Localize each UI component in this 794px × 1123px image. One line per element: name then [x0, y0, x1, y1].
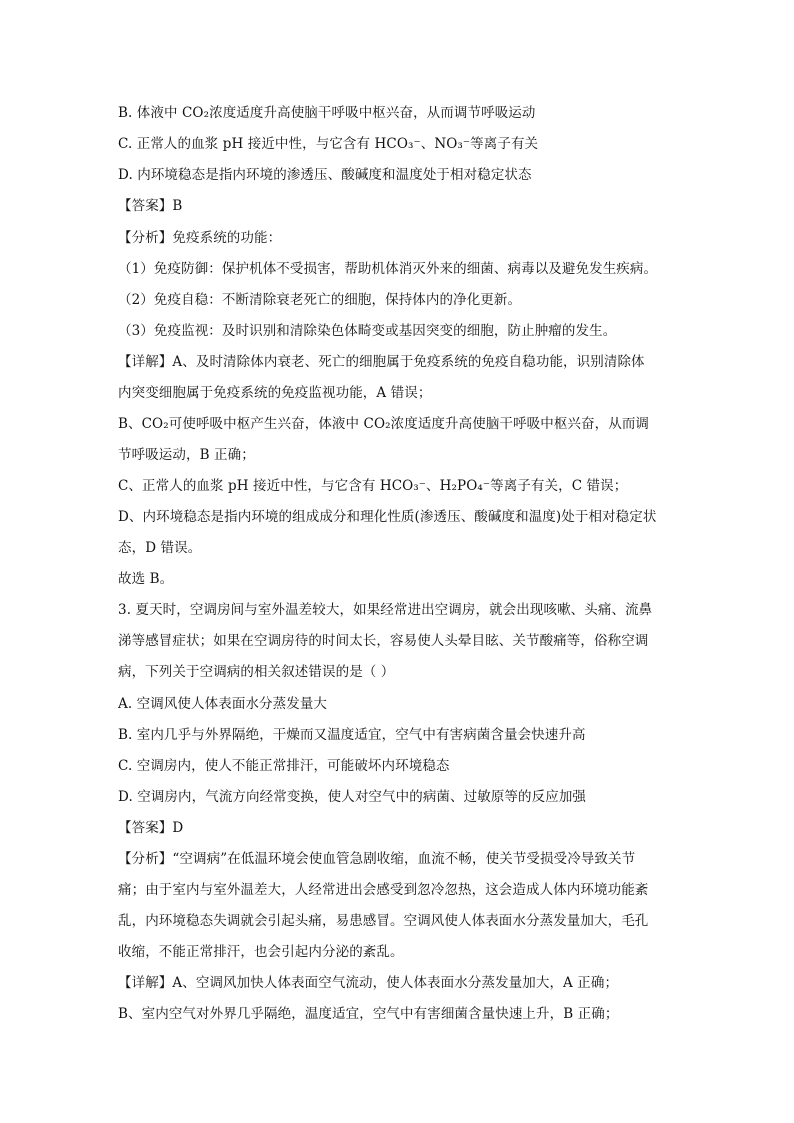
option-b-line: B. 室内几乎与外界隔绝，干燥而又温度适宜，空气中有害病菌含量会快速升高	[118, 727, 586, 743]
analysis-line: 【分析】免疫系统的功能：	[118, 230, 282, 246]
explanation-line: B、室内空气对外界几乎隔绝，温度适宜，空气中有害细菌含量快速上升，B 正确；	[118, 1006, 619, 1022]
answer-line: 【答案】B	[118, 198, 183, 214]
question-line: 病，下列关于空调病的相关叙述错误的是（ ）	[118, 664, 395, 680]
analysis-item-1: （1）免疫防御：保护机体不受损害，帮助机体消灭外来的细菌、病毒以及避免发生疾病。	[118, 261, 658, 277]
explanation-line: 【详解】A、及时清除体内衰老、死亡的细胞属于免疫系统的免疫自稳功能，识别清除体	[118, 354, 645, 370]
option-a-line: A. 空调风使人体表面水分蒸发量大	[118, 696, 328, 712]
question-line: 涕等感冒症状；如果在空调房待的时间太长，容易使人头晕目眩、关节酸痛等，俗称空调	[118, 633, 649, 649]
answer-line: 【答案】D	[118, 820, 184, 836]
choice-line: 故选 B。	[118, 571, 174, 587]
option-d-line: D. 空调房内，气流方向经常变换，使人对空气中的病菌、过敏原等的反应加强	[118, 789, 587, 805]
explanation-line: B、CO₂可使呼吸中枢产生兴奋，体液中 CO₂浓度适度升高使脑干呼吸中枢兴奋，从而调	[118, 416, 650, 432]
option-b-line: B. 体液中 CO₂浓度适度升高使脑干呼吸中枢兴奋，从而调节呼吸运动	[118, 105, 536, 121]
explanation-line: D、内环境稳态是指内环境的组成成分和理化性质(渗透压、酸碱度和温度)处于相对稳定状	[118, 509, 657, 525]
analysis-line: 收缩，不能正常排汗，也会引起内分泌的紊乱。	[118, 944, 404, 960]
analysis-line: 痛；由于室内与室外温差大，人经常进出会感受到忽冷忽热，这会造成人体内环境功能紊	[118, 882, 649, 898]
option-c-line: C. 正常人的血浆 pH 接近中性，与它含有 HCO₃⁻、NO₃⁻等离子有关	[118, 136, 539, 152]
option-c-line: C. 空调房内，使人不能正常排汗，可能破坏内环境稳态	[118, 758, 450, 774]
explanation-line: C、正常人的血浆 pH 接近中性，与它含有 HCO₃⁻、H₂PO₄⁻等离子有关，C 错误；	[118, 478, 628, 494]
analysis-item-3: （3）免疫监视：及时识别和清除染色体畸变或基因突变的细胞，防止肿瘤的发生。	[118, 323, 617, 339]
option-d-line: D. 内环境稳态是指内环境的渗透压、酸碱度和温度处于相对稳定状态	[118, 167, 532, 183]
explanation-line: 【详解】A、空调风加快人体表面空气流动，使人体表面水分蒸发量加大，A 正确；	[118, 975, 619, 991]
explanation-line: 节呼吸运动，B 正确；	[118, 447, 255, 463]
analysis-line: 【分析】“空调病”在低温环境会使血管急剧收缩，血流不畅，使关节受损受冷导致关节	[118, 851, 636, 867]
analysis-item-2: （2）免疫自稳：不断清除衰老死亡的细胞，保持体内的净化更新。	[118, 292, 522, 308]
explanation-line: 态，D 错误。	[118, 540, 202, 556]
analysis-line: 乱，内环境稳态失调就会引起头痛，易患感冒。空调风使人体表面水分蒸发量加大，毛孔	[118, 913, 649, 929]
explanation-line: 内突变细胞属于免疫系统的免疫监视功能，A 错误；	[118, 385, 432, 401]
question-line: 3. 夏天时，空调房间与室外温差较大，如果经常进出空调房，就会出现咳嗽、头痛、流鼻	[118, 602, 653, 618]
